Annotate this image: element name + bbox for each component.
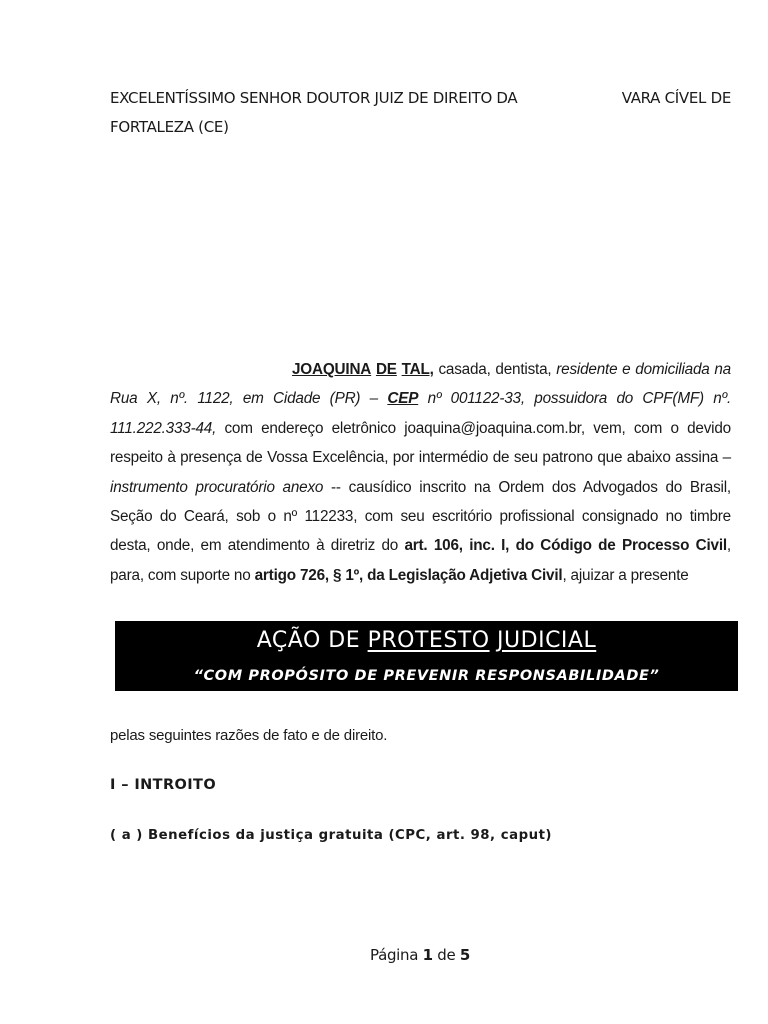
footer-current-page: 1 — [422, 946, 433, 964]
subsection-heading: ( a ) Benefícios da justiça gratuita (CPC, art. 98, caput) — [110, 828, 553, 843]
petition-paragraph — [110, 355, 731, 590]
action-title-box — [115, 621, 738, 691]
party-contact: com endereço eletrônico joaquina@joaquina.com.br, vem, com o devido respeito à presença de Vossa Excelência, por intermédio de seu patrono que abaixo assina – — [110, 419, 731, 467]
connector-text: , para, com suporte no — [110, 537, 731, 584]
party-documents: nº 001122-33, possuidora do CPF(MF) nº. 111.222.333-44, — [110, 390, 731, 437]
legal-reference-cpc: art. 106, inc. I, do Código de Processo Civil — [404, 537, 727, 555]
page-footer — [0, 944, 768, 966]
party-name-middle: DE — [375, 361, 397, 378]
title-prefix: AÇÃO DE — [256, 628, 361, 653]
legal-reference-article: artigo 726, § 1º, da Legislação Adjetiva Civil — [254, 566, 563, 584]
footer-page-word: Página — [370, 946, 419, 964]
footer-of-word: de — [437, 946, 456, 964]
party-name-last: TAL, — [401, 361, 434, 378]
addressee-left: EXCELENTÍSSIMO SENHOR DOUTOR JUIZ DE DIREITO DA — [110, 89, 518, 107]
addressee-line-1 — [110, 84, 731, 113]
closing-text: , ajuizar a presente — [562, 566, 689, 584]
action-subtitle: “COM PROPÓSITO DE PREVENIR RESPONSABILIDADE” — [193, 668, 660, 684]
action-title — [115, 626, 738, 656]
attorney-info: -- causídico inscrito na Ordem dos Advogados do Brasil, Seção do Ceará, sob o nº 112233, com seu escritório profissional consignado no timbre desta, onde, em atendimento à diretriz do — [110, 478, 731, 555]
party-address: residente e domiciliada na Rua X, nº. 1122, em Cidade (PR) – — [110, 361, 731, 408]
addressee-right: VARA CÍVEL DE — [621, 89, 731, 107]
footer-total-pages: 5 — [459, 946, 470, 964]
power-of-attorney-note: instrumento procuratório anexo — [110, 478, 324, 496]
cep-label: CEP — [387, 390, 419, 408]
addressee-line-2: FORTALEZA (CE) — [110, 118, 229, 136]
party-qualification: casada, dentista, — [433, 361, 557, 378]
title-word-protesto: PROTESTO — [367, 628, 490, 653]
party-name-first: JOAQUINA — [292, 361, 372, 378]
section-heading: I – INTROITO — [110, 777, 217, 793]
follow-text: pelas seguintes razões de fato e de direito. — [110, 727, 388, 744]
title-word-judicial: JUDICIAL — [497, 628, 597, 653]
addressee-block — [110, 84, 731, 142]
